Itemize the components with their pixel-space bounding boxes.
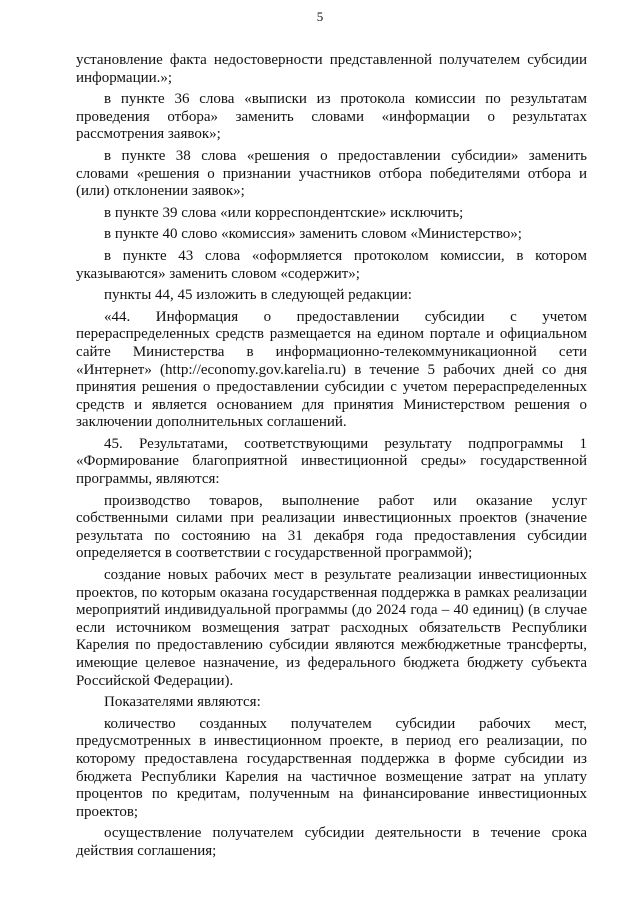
page-number: 5 (316, 9, 324, 24)
paragraph: осуществление получателем субсидии деятельности в течение срока действия соглашения; (76, 825, 587, 859)
paragraph: 45. Результатами, соответствующими результату подпрограммы 1 «Формирование благоприятной инвестиционной среды» государственной программы, являются: (76, 435, 587, 488)
paragraph: в пункте 36 слова «выписки из протокола комиссии по результатам проведения отбора» заменить словами «информации о результатах рассмотрения заявок»; (76, 91, 587, 143)
paragraph: установление факта недостоверности представленной получателем субсидии информации.»; (76, 52, 587, 86)
paragraph: пункты 44, 45 изложить в следующей редакции: (104, 287, 412, 304)
paragraph: в пункте 40 слово «комиссия» заменить словом «Министерство»; (104, 226, 522, 243)
paragraph: в пункте 39 слова «или корреспондентские» исключить; (104, 204, 464, 221)
paragraph: количество созданных получателем субсидии рабочих мест, предусмотренных в инвестиционном проекте, в период его реализации, по которому предоставлена государственная поддержка в форме субсидии из бюджета Республики Карелия на частичное возмещение затрат на уплату процентов по кредитам, полученным на финансирование инвестиционных проектов; (76, 715, 587, 820)
document-body (76, 52, 587, 865)
paragraph: производство товаров, выполнение работ или оказание услуг собственными силами при реализации инвестиционных проектов (значение результата по состоянию на 31 декабря года предоставления субсидии определяется в соответствии с государственной программой); (76, 492, 587, 562)
paragraph: в пункте 43 слова «оформляется протоколом комиссии, в котором указываются» заменить словом «содержит»; (76, 247, 587, 282)
paragraph: Показателями являются: (104, 694, 261, 711)
paragraph: в пункте 38 слова «решения о предоставлении субсидии» заменить словами «решения о признании участников отбора победителями отбора и (или) отклонении заявок»; (76, 147, 587, 200)
paragraph: «44. Информация о предоставлении субсидии с учетом перераспределенных средств размещается на едином портале и официальном сайте Министерства в информационно-телекоммуникационной сети «Интернет» (http://economy.gov.karelia.ru) в течение 5 рабочих дней со дня принятия решения о предоставлении субсидии с учетом перераспределенных средств и является основанием для принятия Министерством решения о заключении дополнительных соглашений. (76, 308, 587, 431)
paragraph: создание новых рабочих мест в результате реализации инвестиционных проектов, по которым оказана государственная поддержка в рамках реализации мероприятий индивидуальной программы (до 2024 года – 40 единиц) (в случае если источником возмещения затрат расходных обязательств Республики Карелия по предоставлению субсидии являются межбюджетные трансферты, имеющие целевое назначение, из федерального бюджета бюджету субъекта Российской Федерации). (76, 567, 587, 689)
